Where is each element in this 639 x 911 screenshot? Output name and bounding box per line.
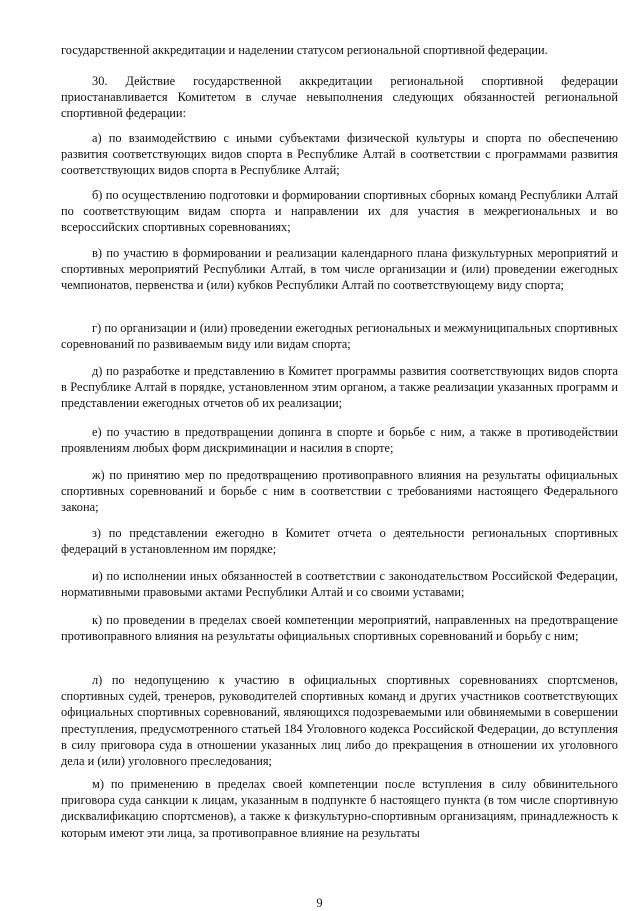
paragraph-item-z: з) по представлении ежегодно в Комитет отчета о деятельности региональных спортивных федераций в установленном им порядке; bbox=[61, 526, 618, 557]
paragraph-item-e: е) по участию в предотвращении допинга в спорте и борьбе с ним, а также в противодействии проявлениям любых форм дискриминации и насилия в спорте; bbox=[61, 425, 618, 456]
paragraph-item-zh: ж) по принятию мер по предотвращению противоправного влияния на результаты официальных спортивных соревнований и борьбе с ним в соответствии с требованиями настоящего Федерального закона; bbox=[61, 468, 618, 515]
paragraph-item-k: к) по проведении в пределах своей компетенции мероприятий, направленных на предотвращение противоправного влияния на результаты официальных спортивных соревнований и борьбу с ним; bbox=[61, 613, 618, 644]
paragraph-item-i: и) по исполнении иных обязанностей в соответствии с законодательством Российской Федерации, нормативными правовыми актами Республики Алтай и со своими уставами; bbox=[61, 569, 618, 600]
paragraph-item-l: л) по недопущению к участию в официальных спортивных соревнованиях спортсменов, спортивных судей, тренеров, руководителей спортивных команд и других участников соответствующих официальных спортивных соревнований, являющихся подозреваемыми или обвиняемыми в совершении преступления, предусмотренного статьей 184 Уголовного кодекса Российской Федерации, до вступления в силу приговора суда в отношении указанных лиц либо до прекращения в отношении их уголовного дела и (или) уголовного преследования; bbox=[61, 673, 618, 769]
paragraph-item-b: б) по осуществлению подготовки и формировании спортивных сборных команд Республики Алтай по соответствующим видам спорта и направлении их для участия в межрегиональных и во всероссийских спортивных соревнованиях; bbox=[61, 188, 618, 235]
paragraph-item-g: г) по организации и (или) проведении ежегодных региональных и межмуниципальных спортивных соревнований по развиваемым виду или видам спорта; bbox=[61, 321, 618, 352]
paragraph-continuation: государственной аккредитации и наделении статусом региональной спортивной федерации. bbox=[61, 43, 548, 57]
paragraph-item-m: м) по применению в пределах своей компетенции после вступления в силу обвинительного приговора суда санкции к лицам, указанным в подпункте б настоящего пункта (в том числе спортивную дисквалификацию спортсменов), а также к физкультурно-спортивным организациям, принадлежность к которым имеют эти лица, за противоправное влияние на результаты bbox=[61, 777, 618, 840]
paragraph-item-v: в) по участию в формировании и реализации календарного плана физкультурных мероприятий и спортивных мероприятий Республики Алтай, в том числе организации и (или) проведении ежегодных чемпионатов, первенства и (или) кубков Республики Алтай по соответствующему виду спорта; bbox=[61, 246, 618, 293]
paragraph-item-a: а) по взаимодействию с иными субъектами физической культуры и спорта по обеспечению развития соответствующих видов спорта в Республике Алтай в соответствии с программами развития соответствующих видов спорта в Республике Алтай; bbox=[61, 131, 618, 178]
paragraph-item-d: д) по разработке и представлению в Комитет программы развития соответствующих видов спорта в Республике Алтай в порядке, установленном этим органом, а также реализации указанных программ и представлении ежегодных отчетов об их реализации; bbox=[61, 364, 618, 411]
paragraph-item-30: 30. Действие государственной аккредитации региональной спортивной федерации приостанавливается Комитетом в случае невыполнения следующих обязанностей региональной спортивной федерации: bbox=[61, 74, 618, 121]
page-number: 9 bbox=[316, 896, 323, 910]
